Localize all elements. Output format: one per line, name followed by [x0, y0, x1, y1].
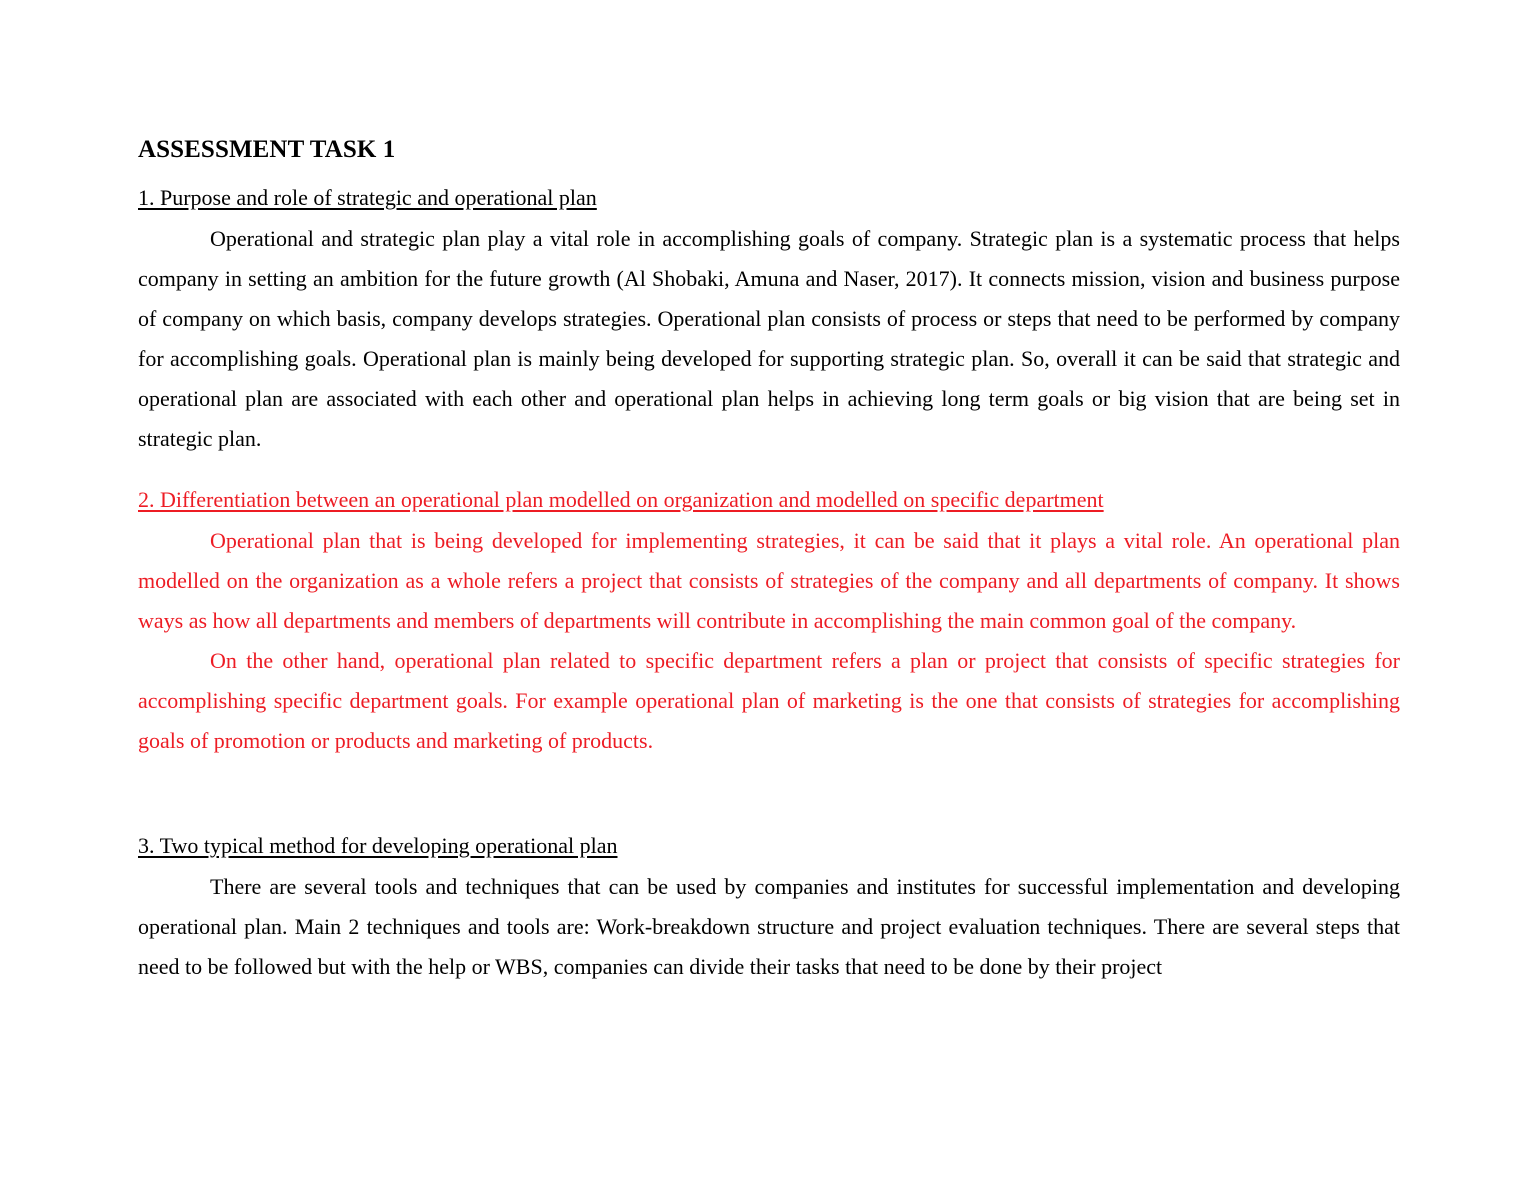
- section-heading-2-label: 2. Differentiation between an operational plan modelled on organization and modelled on specific department: [138, 487, 1104, 512]
- section-heading-1-label: 1. Purpose and role of strategic and operational plan: [138, 185, 597, 210]
- section-heading-2: [138, 485, 1400, 515]
- section-3-paragraph-1: There are several tools and techniques that can be used by companies and institutes for successful implementation and developing operational plan. Main 2 techniques and tools are: Work-breakdown structure and project evaluation techniques. There are several steps that need to be followed but with the help or WBS, companies can divide their tasks that need to be done by their project: [138, 874, 1400, 979]
- spacer-after-section-1: [138, 459, 1400, 485]
- page-title: ASSESSMENT TASK 1: [138, 136, 396, 163]
- spacer-before-section-3: [138, 761, 1400, 831]
- section-2-paragraph-2: On the other hand, operational plan related to specific department refers a plan or project that consists of specific strategies for accomplishing specific department goals. For example operational plan of marketing is the one that consists of strategies for accomplishing goals of promotion or products and marketing of products.: [138, 648, 1400, 753]
- section-heading-3-label: 3. Two typical method for developing operational plan: [138, 833, 618, 858]
- document-body: [138, 133, 1400, 987]
- section-1-paragraph-1: Operational and strategic plan play a vital role in accomplishing goals of company. Strategic plan is a systematic process that helps company in setting an ambition for the future growth (Al Shobaki, Amuna and Naser, 2017). It connects mission, vision and business purpose of company on which basis, company develops strategies. Operational plan consists of process or steps that need to be performed by company for accomplishing goals. Operational plan is mainly being developed for supporting strategic plan. So, overall it can be said that strategic and operational plan are associated with each other and operational plan helps in achieving long term goals or big vision that are being set in strategic plan.: [138, 226, 1400, 451]
- section-heading-3: [138, 831, 1400, 861]
- section-heading-1: [138, 183, 1400, 213]
- section-2-paragraph-1: Operational plan that is being developed for implementing strategies, it can be said that it plays a vital role. An operational plan modelled on the organization as a whole refers a project that consists of strategies of the company and all departments of company. It shows ways as how all departments and members of departments will contribute in accomplishing the main common goal of the company.: [138, 528, 1400, 633]
